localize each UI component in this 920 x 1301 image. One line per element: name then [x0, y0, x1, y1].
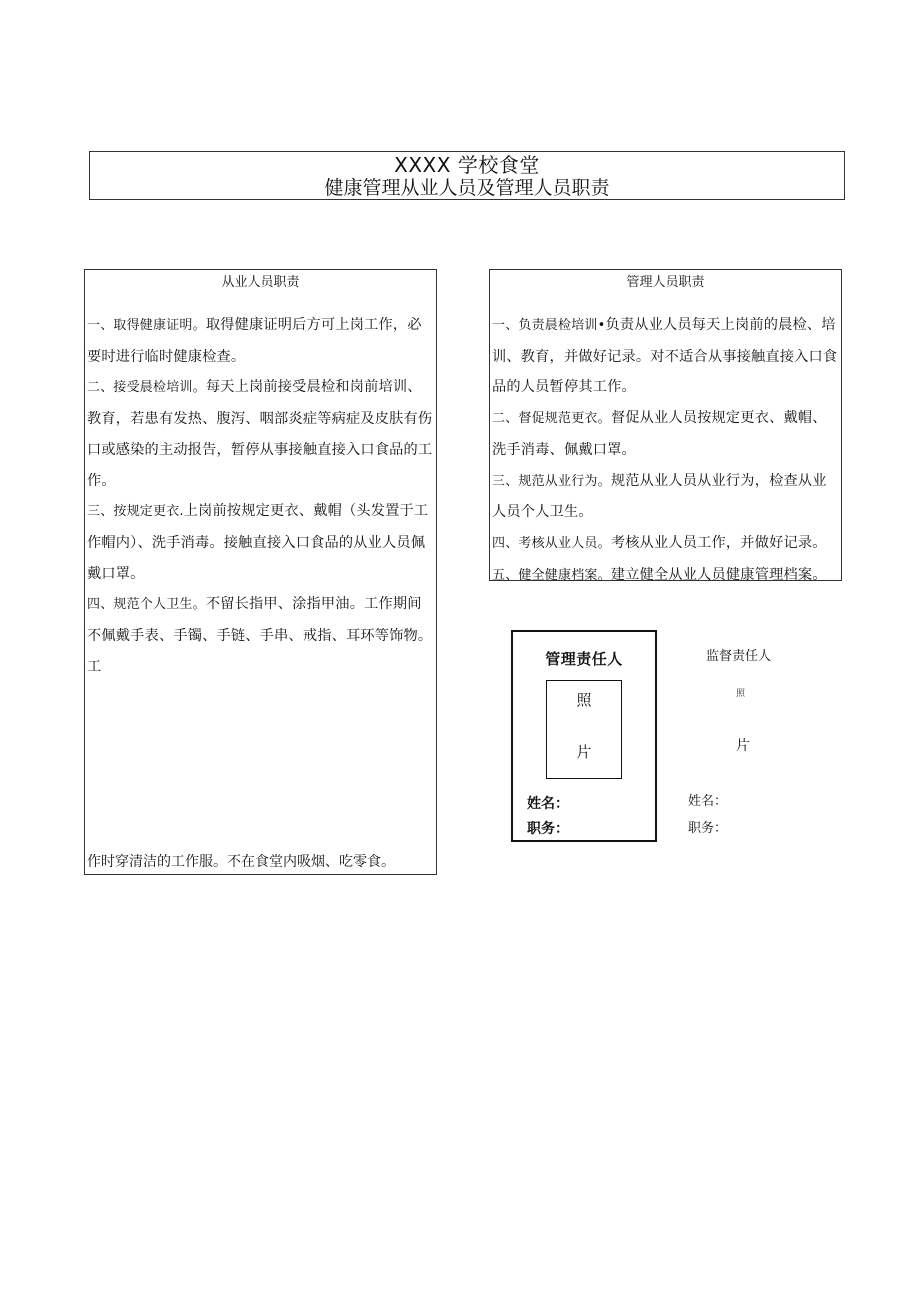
manager-duty-item — [492, 473, 827, 521]
staff-duty-text: 每天上岗前接受晨检和岗前培训、教育，若患有发热、腹泻、咽部炎症等病症及皮肤有伤口或感染的主动报告，暂停从事接触直接入口食品的工作。 — [87, 379, 433, 489]
manager-duty-item — [492, 410, 827, 458]
manager-duties-header: 管理人员职责 — [626, 275, 705, 290]
manager-duty-text: 建立健全从业人员健康管理档案。 — [610, 566, 827, 583]
manager-duty-title: 五、健全健康档案。 — [492, 567, 611, 583]
supervisor-position-label: 职务： — [688, 821, 728, 836]
staff-duties-body — [87, 310, 434, 682]
manager-duties-body — [492, 310, 839, 591]
supervisor-photo-char-2: 片 — [736, 738, 750, 754]
staff-duty-item — [87, 379, 432, 488]
manager-name-label: 姓名： — [527, 796, 569, 812]
staff-duties-panel — [84, 269, 437, 875]
staff-duty-item — [87, 596, 432, 674]
staff-duty-title: 二、接受晨检培训。 — [87, 380, 206, 396]
supervisor-title: 监督责任人 — [706, 649, 772, 664]
manager-responsible-card — [511, 630, 657, 842]
manager-duty-text: 规范从业人员从业行为，检查从业人员个人卫生。 — [492, 472, 827, 521]
staff-duty-title: 一、取得健康证明。 — [87, 318, 206, 333]
manager-duties-panel — [489, 269, 842, 581]
school-canteen-title: XXXX 学校食堂 — [394, 153, 540, 177]
document-title-box — [89, 151, 845, 200]
staff-duty-text: 取得健康证明后方可上岗工作，必要时进行临时健康检查。 — [87, 317, 422, 365]
manager-duty-item — [492, 535, 827, 551]
staff-duties-footer: 作时穿清洁的工作服。不在食堂内吸烟、吃零食。 — [87, 854, 395, 870]
manager-photo-placeholder — [546, 680, 622, 779]
staff-duty-title: 四、规范个人卫生。 — [87, 597, 206, 613]
staff-duty-title: 三、按规定更衣. — [87, 504, 184, 520]
manager-duty-title: 一、负责晨检培训• — [492, 318, 606, 333]
supervisor-photo-char-1: 照 — [736, 689, 746, 699]
manager-position-label: 职务： — [527, 821, 569, 837]
manager-duty-text: 督促从业人员按规定更衣、戴帽、洗手消毒、佩戴口罩。 — [492, 410, 827, 458]
staff-duties-header: 从业人员职责 — [221, 275, 300, 290]
staff-duty-item — [87, 317, 422, 365]
duties-title: 健康管理从业人员及管理人员职责 — [324, 177, 610, 199]
photo-char-1: 照 — [576, 691, 592, 709]
staff-duty-text: 不留长指甲、涂指甲油。工作期间不佩戴手表、手镯、手链、手串、戒指、耳环等饰物。工 — [87, 596, 433, 675]
manager-duty-text: 考核从业人员工作，并做好记录。 — [610, 534, 827, 551]
manager-duty-title: 三、规范从业行为。 — [492, 473, 611, 489]
manager-duty-text: 负责从业人员每天上岗前的晨检、培训、教育，并做好记录。对不适合从事接触直接入口食品的人员暂停其工作。 — [492, 317, 838, 396]
manager-duty-title: 四、考核从业人员。 — [492, 535, 611, 551]
manager-duty-title: 二、督促规范更衣。 — [492, 411, 611, 427]
manager-duty-item — [492, 317, 837, 395]
manager-card-title: 管理责任人 — [545, 650, 623, 668]
staff-duty-item — [87, 503, 428, 581]
supervisor-name-label: 姓名： — [688, 794, 728, 809]
photo-char-2: 片 — [576, 743, 592, 761]
manager-duty-item — [492, 567, 827, 583]
staff-duty-text: 上岗前按规定更衣、戴帽（头发置于工作帽内）、洗手消毒。接触直接入口食品的从业人员佩戴口罩。 — [87, 503, 429, 582]
